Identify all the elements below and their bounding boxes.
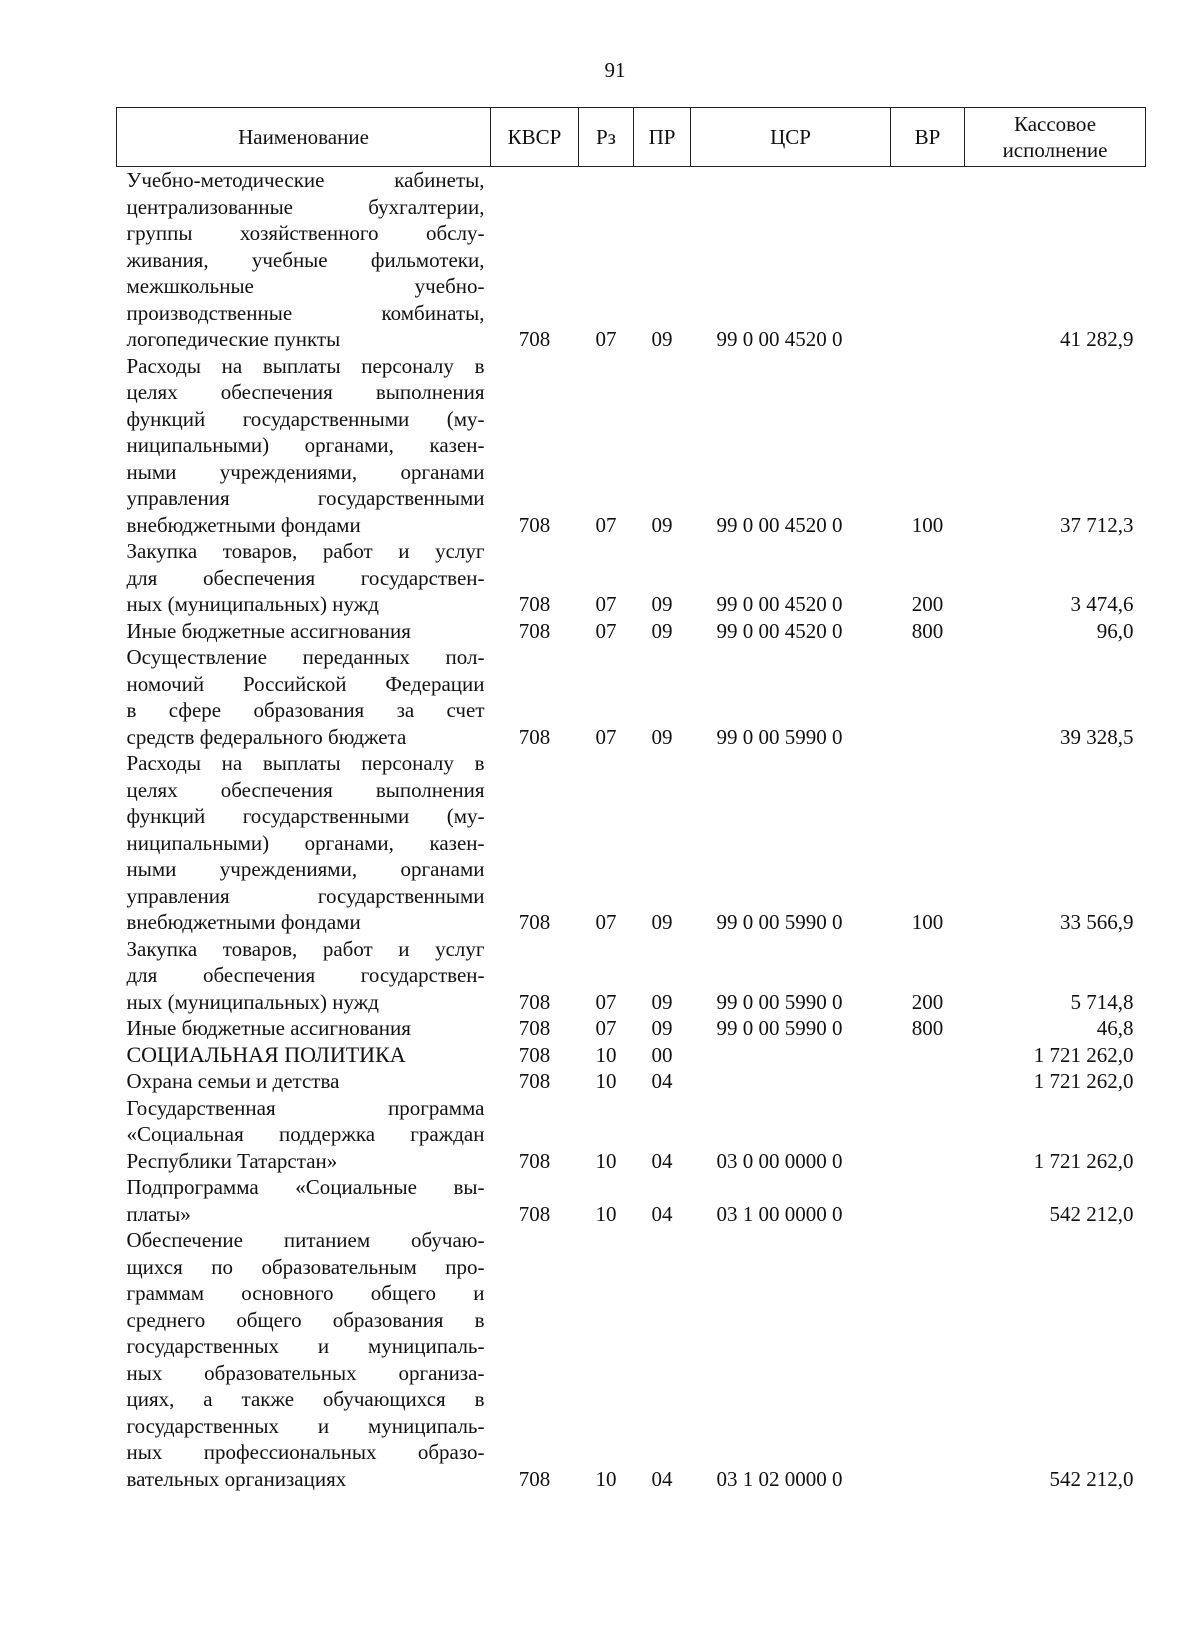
table-header <box>117 108 1146 167</box>
row-csr: 99 0 00 5990 0 <box>716 989 843 1014</box>
row-kvsr: 708 <box>518 512 551 537</box>
row-pr: 04 <box>651 1201 673 1226</box>
row-pr: 09 <box>651 327 673 351</box>
row-name-line: Охрана семьи и детства <box>126 1069 340 1093</box>
row-pr: 04 <box>651 1148 673 1173</box>
row-kvsr: 708 <box>518 1466 551 1491</box>
row-amount: 41 282,9 <box>1060 327 1134 351</box>
row-name-line: ных (муниципальных) нужд <box>126 592 379 616</box>
row-name-line: ных образовательных организа- <box>126 1360 485 1385</box>
row-name-line: Обеспечение питанием обучаю- <box>126 1228 485 1252</box>
row-name-line: целях обеспечения выполнения <box>126 777 485 802</box>
row-rz: 10 <box>595 1042 617 1067</box>
header-vr: ВР <box>891 108 965 167</box>
row-vr <box>891 1042 965 1069</box>
row-csr <box>691 1042 891 1069</box>
row-name-line: граммам основного общего и <box>126 1281 485 1305</box>
row-name-line: логопедические пункты <box>126 327 341 351</box>
row-name <box>117 1015 491 1042</box>
row-name-line: для обеспечения государствен- <box>126 565 485 590</box>
table-body <box>117 167 1146 1493</box>
header-pr: ПР <box>634 108 691 167</box>
row-csr: 03 1 02 0000 0 <box>716 1466 843 1491</box>
row-name-line: в сфере образования за счет <box>126 698 485 722</box>
row-csr: 99 0 00 5990 0 <box>716 910 843 934</box>
row-name <box>117 1042 491 1069</box>
row-pr: 04 <box>651 1466 673 1491</box>
row-amount: 3 474,6 <box>1070 592 1134 616</box>
row-name-line: «Социальная поддержка граждан <box>126 1122 485 1146</box>
row-amount: 542 212,0 <box>1049 1466 1134 1491</box>
row-name-line: Государственная программа <box>126 1095 485 1120</box>
row-name-line: ных профессиональных образо- <box>126 1440 485 1464</box>
row-name-line: Иные бюджетные ассигнования <box>126 1016 411 1040</box>
row-name-line: Учебно-методические кабинеты, <box>126 168 485 192</box>
row-name-line: Осуществление переданных пол- <box>126 645 485 669</box>
table-row <box>117 167 1146 353</box>
row-pr: 09 <box>651 512 673 537</box>
row-kvsr: 708 <box>518 989 551 1014</box>
row-name-line: группы хозяйственного обслу- <box>126 221 485 245</box>
row-name-line: управления государственными <box>126 883 485 908</box>
row-pr: 09 <box>651 724 673 749</box>
row-csr <box>691 1068 891 1095</box>
table-row <box>117 936 1146 1016</box>
row-vr: 100 <box>911 910 944 934</box>
row-name-line: управления государственными <box>126 486 485 510</box>
row-csr: 03 0 00 0000 0 <box>716 1148 843 1173</box>
row-rz: 10 <box>595 1201 617 1226</box>
row-rz: 07 <box>595 910 617 934</box>
row-rz: 07 <box>595 724 617 749</box>
row-name-line: Закупка товаров, работ и услуг <box>126 539 485 563</box>
row-name-line: ниципальными) органами, казен- <box>126 830 485 855</box>
row-amount: 1 721 262,0 <box>1033 1148 1134 1173</box>
row-name-line: вательных организациях <box>126 1466 347 1491</box>
header-amount: Кассовое исполнение <box>965 108 1146 167</box>
table-row <box>117 1068 1146 1095</box>
table-row <box>117 538 1146 618</box>
row-rz: 10 <box>595 1466 617 1491</box>
row-csr: 99 0 00 5990 0 <box>716 724 843 749</box>
row-name-line: внебюджетными фондами <box>126 910 361 934</box>
row-rz: 10 <box>595 1148 617 1173</box>
row-name-line: Расходы на выплаты персоналу в <box>126 751 485 775</box>
budget-execution-table <box>116 107 1146 1492</box>
row-vr <box>891 1227 965 1492</box>
row-name-line: ными учреждениями, органами <box>126 857 485 881</box>
row-csr: 99 0 00 4520 0 <box>716 512 843 537</box>
row-vr <box>891 1174 965 1227</box>
row-name <box>117 1095 491 1175</box>
row-kvsr: 708 <box>518 1069 551 1093</box>
row-amount: 33 566,9 <box>1060 910 1134 934</box>
row-name-line: щихся по образовательным про- <box>126 1254 485 1279</box>
row-kvsr: 708 <box>518 592 551 616</box>
header-name: Наименование <box>117 108 491 167</box>
row-vr: 200 <box>911 989 944 1014</box>
table-row <box>117 353 1146 539</box>
header-kvsr: КВСР <box>491 108 579 167</box>
row-kvsr: 708 <box>518 1148 551 1173</box>
row-kvsr: 708 <box>518 724 551 749</box>
row-name-line: Подпрограмма «Социальные вы- <box>126 1175 485 1199</box>
row-vr: 200 <box>911 592 944 616</box>
row-rz: 07 <box>595 989 617 1014</box>
table-row <box>117 1095 1146 1175</box>
page-number: 91 <box>604 58 626 82</box>
header-rz: Рз <box>579 108 634 167</box>
row-kvsr: 708 <box>518 910 551 934</box>
row-rz: 07 <box>595 618 617 643</box>
row-csr: 99 0 00 5990 0 <box>716 1016 843 1040</box>
row-vr: 100 <box>911 512 944 537</box>
row-name-line: средств федерального бюджета <box>126 724 407 749</box>
row-vr <box>891 1068 965 1095</box>
row-name <box>117 538 491 618</box>
row-name-line: живания, учебные фильмотеки, <box>126 247 485 272</box>
row-amount: 5 714,8 <box>1070 989 1134 1014</box>
row-name-line: целях обеспечения выполнения <box>126 380 485 404</box>
row-csr: 99 0 00 4520 0 <box>716 592 843 616</box>
row-pr: 00 <box>651 1042 673 1067</box>
table-row <box>117 644 1146 750</box>
row-amount: 37 712,3 <box>1060 512 1134 537</box>
row-csr: 03 1 00 0000 0 <box>716 1201 843 1226</box>
row-name <box>117 1227 491 1492</box>
table-row <box>117 750 1146 936</box>
row-name-line: внебюджетными фондами <box>126 512 361 537</box>
row-name-line: функций государственными (му- <box>126 406 485 431</box>
row-amount: 46,8 <box>1096 1016 1134 1040</box>
row-csr: 99 0 00 4520 0 <box>716 618 843 643</box>
row-rz: 07 <box>595 592 617 616</box>
row-kvsr: 708 <box>518 1201 551 1226</box>
row-name-line: централизованные бухгалтерии, <box>126 194 485 219</box>
row-amount: 1 721 262,0 <box>1033 1069 1134 1093</box>
table-row <box>117 1227 1146 1492</box>
row-name-line: ниципальными) органами, казен- <box>126 433 485 457</box>
row-name <box>117 644 491 750</box>
row-vr: 800 <box>911 1016 944 1040</box>
row-pr: 09 <box>651 989 673 1014</box>
row-name-line: государственных и муниципаль- <box>126 1334 485 1358</box>
row-kvsr: 708 <box>518 618 551 643</box>
row-name-line: СОЦИАЛЬНАЯ ПОЛИТИКА <box>126 1041 406 1067</box>
header-csr: ЦСР <box>691 108 891 167</box>
row-kvsr: 708 <box>518 1042 551 1067</box>
row-name <box>117 1068 491 1095</box>
row-name <box>117 1174 491 1227</box>
row-pr: 04 <box>651 1069 673 1093</box>
row-name-line: Иные бюджетные ассигнования <box>126 618 411 643</box>
row-name-line: функций государственными (му- <box>126 804 485 828</box>
row-name-line: Республики Татарстан» <box>126 1148 338 1173</box>
row-rz: 10 <box>595 1069 617 1093</box>
row-name-line: циях, а также обучающихся в <box>126 1387 485 1411</box>
row-amount: 1 721 262,0 <box>1033 1042 1134 1067</box>
row-name <box>117 167 491 353</box>
row-name-line: Закупка товаров, работ и услуг <box>126 936 485 961</box>
row-amount: 542 212,0 <box>1049 1201 1134 1226</box>
row-name-line: государственных и муниципаль- <box>126 1413 485 1438</box>
row-vr <box>891 1095 965 1175</box>
row-name-line: Расходы на выплаты персоналу в <box>126 353 485 378</box>
row-amount: 39 328,5 <box>1060 724 1134 749</box>
row-name-line: номочий Российской Федерации <box>126 671 485 696</box>
row-vr: 800 <box>911 618 944 643</box>
row-name-line: ных (муниципальных) нужд <box>126 989 379 1014</box>
row-rz: 07 <box>595 512 617 537</box>
row-name <box>117 936 491 1016</box>
row-name-line: для обеспечения государствен- <box>126 963 485 987</box>
row-rz: 07 <box>595 1016 617 1040</box>
row-pr: 09 <box>651 910 673 934</box>
row-name-line: производственные комбинаты, <box>126 300 485 325</box>
row-vr <box>891 644 965 750</box>
row-kvsr: 708 <box>518 327 551 351</box>
row-name <box>117 750 491 936</box>
row-pr: 09 <box>651 592 673 616</box>
table-row <box>117 618 1146 645</box>
row-amount: 96,0 <box>1096 618 1134 643</box>
row-kvsr: 708 <box>518 1016 551 1040</box>
row-pr: 09 <box>651 618 673 643</box>
row-name <box>117 618 491 645</box>
row-name <box>117 353 491 539</box>
row-pr: 09 <box>651 1016 673 1040</box>
row-vr <box>891 167 965 353</box>
table-row <box>117 1015 1146 1042</box>
row-name-line: среднего общего образования в <box>126 1307 485 1332</box>
row-name-line: ными учреждениями, органами <box>126 459 485 484</box>
table-row <box>117 1042 1146 1069</box>
row-name-line: платы» <box>126 1201 191 1226</box>
row-name-line: межшкольные учебно- <box>126 274 485 298</box>
row-rz: 07 <box>595 327 617 351</box>
table-row <box>117 1174 1146 1227</box>
row-csr: 99 0 00 4520 0 <box>716 327 843 351</box>
